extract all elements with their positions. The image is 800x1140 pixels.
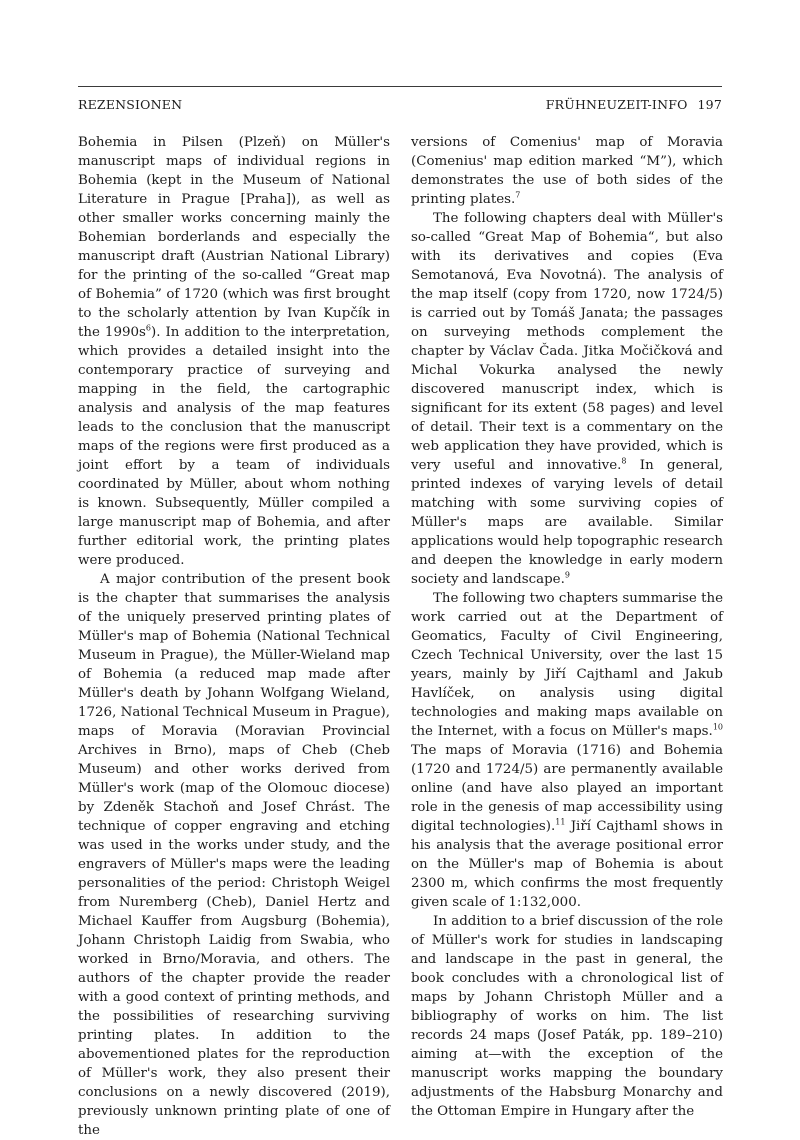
page-number: 197 [697,97,722,112]
paragraph [411,209,723,589]
journal-title: FRÜHNEUZEIT-INFO [545,97,688,112]
section-title: REZENSIONEN [78,97,183,112]
paragraph-text: The following chapters deal with Müller's so-called “Great Map of Bohemia“, but also with its derivatives and copies (Eva Semotanová, Eva Novotná). The analysis of the map itself (copy from 1720, now 1724/5) is carried out by Tomáš Janata; the passages on surveying methods complement the chapter by Václav Čada. Jitka Močičková and Michal Vokurka analysed the newly discovered manuscript index, which is significant for its extent (58 pages) and level of detail. Their text is a commentary on the web application they have provided, which is very useful and innovative. [411,211,723,473]
paragraph-text: The maps of Moravia (1716) and Bohemia (1720 and 1724/5) are permanently available online (and have also played an important role in the genesis of map accessibility using digital technologies). [411,743,723,834]
paragraph-text: The following two chapters summarise the work carried out at the Department of Geomatics, Faculty of Civil Engineering, Czech Technical University, over the last 15 years, mainly by Jiří Cajthaml and Jakub Havlíček, on analysis using digital technologies and making maps available on the Internet, with a focus on Müller's maps. [411,591,723,739]
paragraph-text: ). In addition to the interpretation, which provides a detailed insight into the contemporary practice of surveying and mapping in the field, the cartographic analysis and analysis of the map features leads to the conclusion that the manuscript maps of the regions were first produced as a joint effort by a team of individuals coordinated by Müller, about whom nothing is known. Subsequently, Müller compiled a large manuscript map of Bohemia, and after further editorial work, the printing plates were produced. [78,325,390,568]
paragraph-text: In general, printed indexes of varying levels of detail matching with some surviving copies of Müller's maps are available. Similar applications would help topographic research and deepen the knowledge in early modern society and landscape. [411,458,723,587]
left-column [78,133,390,1140]
footnote-ref: 7 [515,190,521,200]
footnote-ref: 10 [712,722,723,732]
paragraph: A major contribution of the present book is the chapter that summarises the analysis of the uniquely preserved printing plates of Müller's map of Bohemia (National Technical Museum in Prague), the Müller-Wieland map of Bohemia (a reduced map made after Müller's death by Johann Wolfgang Wieland, 1726, National Technical Museum in Prague), maps of Moravia (Moravian Provincial Archives in Brno), maps of Cheb (Cheb Museum) and other works derived from Müller's work (map of the Olomouc diocese) by Zdeněk Stachoň and Josef Chrást. The technique of copper engraving and etching was used in the works under study, and the engravers of Müller's maps were the leading personalities of the period: Christoph Weigel from Nuremberg (Cheb), Daniel Hertz and Michael Kauffer from Augsburg (Bohemia), Johann Christoph Laidig from Swabia, who worked in Brno/Moravia, and others. The authors of the chapter provide the reader with a good context of printing methods, and the possibilities of researching surviving printing plates. In addition to the abovementioned plates for the reproduction of Müller's work, they also present their conclusions on a newly discovered (2019), previously unknown printing plate of one of the [78,572,390,1138]
paragraph [411,133,723,209]
running-head [78,97,722,112]
paragraph-text: Jiří Cajthaml shows in his analysis that the average positional error on the Müller's map of Bohemia is about 2300 m, which confirms the most frequently given scale of 1:132,000. [411,819,723,910]
footnote-ref: 11 [555,817,566,827]
footnote-ref: 6 [145,323,151,333]
paragraph [411,589,723,912]
header-rule [78,86,722,87]
paragraph-text: versions of Comenius' map of Moravia (Comenius' map edition marked “M”), which demonstrates the use of both sides of the printing plates. [411,135,723,207]
footnote-ref: 9 [564,570,570,580]
footnote-ref: 8 [621,456,627,466]
paragraph-text: Bohemia in Pilsen (Plzeň) on Müller's manuscript maps of individual regions in Bohemia (kept in the Museum of National Literature in Prague [Praha]), as well as other smaller works concerning mainly the Bohemian borderlands and especially the manuscript draft (Austrian National Library) for the printing of the so-called “Great map of Bohemia” of 1720 (which was first brought to the scholarly attention by Ivan Kupčík in the 1990s [78,135,390,340]
right-column [411,133,723,1121]
paragraph: In addition to a brief discussion of the role of Müller's work for studies in landscaping and landscape in the past in general, the book concludes with a chronological list of maps by Johann Christoph Müller and a bibliography of works on him. The list records 24 maps (Josef Paták, pp. 189–210) aiming at—with the exception of the manuscript works mapping the boundary adjustments of the Habsburg Monarchy and the Ottoman Empire in Hungary after the [411,914,723,1119]
paragraph [78,133,390,570]
header-right [546,97,722,112]
